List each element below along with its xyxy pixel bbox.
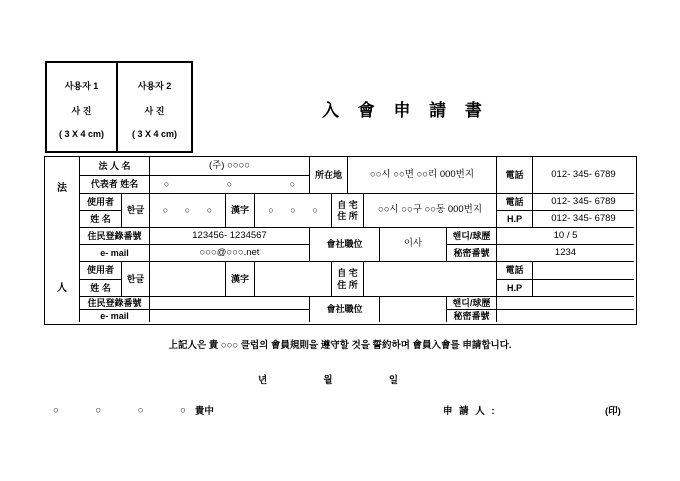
- rep-name-label: 代表者 姓名: [80, 176, 150, 194]
- home-addr1-label-line1: 自 宅: [337, 199, 358, 210]
- photo-box-user1: [45, 61, 118, 153]
- user2-label: 使用者: [80, 262, 122, 280]
- phone-value-location[interactable]: 012- 345- 6789: [533, 157, 634, 194]
- location-label: 所在地: [310, 157, 348, 194]
- phone2-value[interactable]: [533, 262, 634, 280]
- hanja1-value[interactable]: ○ ○ ○: [255, 194, 332, 228]
- hp2-value[interactable]: [533, 280, 634, 297]
- resident2-label: 住民登錄番號: [80, 297, 150, 310]
- home-addr2-label-line2: 住 所: [337, 279, 358, 290]
- pledge-text: 上記人은 貴 ○○○ 클럽의 會員規則을 遵守할 것을 誓約하며 會員入會를 申請합니다.: [168, 340, 512, 351]
- position2-label: 會社職位: [310, 297, 380, 322]
- position1-label: 會社職位: [310, 228, 380, 262]
- hangul2-value[interactable]: [150, 262, 226, 297]
- home-addr1-label: [332, 194, 364, 228]
- email2-value[interactable]: [150, 310, 310, 322]
- position1-value[interactable]: 이사: [380, 228, 447, 262]
- email2-label: e- mail: [80, 310, 150, 322]
- hp1-value[interactable]: 012- 345- 6789: [533, 211, 634, 228]
- password1-label: 秘密番號: [447, 245, 497, 262]
- date-year-label: 년: [258, 375, 268, 386]
- recipient-line: [53, 403, 214, 417]
- user1-label: 使用者: [80, 194, 122, 211]
- handicap2-value[interactable]: [497, 297, 634, 310]
- hp2-label: H.P: [497, 280, 533, 297]
- page-title: 入 會 申 請 書: [322, 101, 489, 120]
- side-label-top: 法: [57, 183, 67, 194]
- resident2-value[interactable]: [150, 297, 310, 310]
- photo-box-user1-size: ( 3 X 4 cm): [58, 129, 105, 139]
- location-value[interactable]: ○○시 ○○면 ○○리 000번지: [348, 157, 497, 194]
- name2-label: 姓 名: [80, 280, 122, 297]
- hangul1-label: 한글: [122, 194, 150, 228]
- phone2-label: 電話: [497, 262, 533, 280]
- password1-value[interactable]: 1234: [497, 245, 634, 262]
- rep-name-value[interactable]: ○ ○ ○: [150, 176, 310, 194]
- photo-box-user2: [116, 61, 193, 153]
- recipient-label: 貴中: [194, 406, 214, 417]
- handicap2-label: 핸디/球歷: [447, 297, 497, 310]
- email1-value[interactable]: ○○○@○○○.net: [150, 245, 310, 262]
- resident1-label: 住民登錄番號: [80, 228, 150, 245]
- date-line: [258, 372, 398, 386]
- hp1-label: H.P: [497, 211, 533, 228]
- phone-label-location: 電話: [497, 157, 533, 194]
- corp-name-value[interactable]: (주) ○○○○: [150, 157, 310, 176]
- photo-box-user2-photo-label: 사 진: [144, 106, 165, 116]
- photo-box-user2-title: 사용자 2: [137, 81, 172, 91]
- applicant-label: 申 請 人 :: [443, 406, 497, 417]
- hangul2-label: 한글: [122, 262, 150, 297]
- seal-mark: (印): [605, 406, 621, 417]
- home-addr1-value[interactable]: ○○시 ○○구 ○○동 000번지: [364, 194, 497, 228]
- name1-label: 姓 名: [80, 211, 122, 228]
- hangul1-value[interactable]: ○ ○ ○: [150, 194, 226, 228]
- hanja2-label: 漢字: [226, 262, 255, 297]
- email1-label: e- mail: [80, 245, 150, 262]
- photo-box-user2-size: ( 3 X 4 cm): [131, 129, 178, 139]
- handicap1-value[interactable]: 10 / 5: [497, 228, 634, 245]
- home-addr2-label-line1: 自 宅: [337, 268, 358, 279]
- position2-value[interactable]: [380, 297, 447, 322]
- side-label-bottom: 人: [57, 282, 67, 294]
- phone1-value[interactable]: 012- 345- 6789: [533, 194, 634, 211]
- photo-box-user1-photo-label: 사 진: [71, 106, 92, 116]
- phone1-label: 電話: [497, 194, 533, 211]
- resident1-value[interactable]: 123456- 1234567: [150, 228, 310, 245]
- hanja2-value[interactable]: [255, 262, 332, 297]
- handicap1-label: 핸디/球歷: [447, 228, 497, 245]
- photo-box-user1-title: 사용자 1: [64, 81, 99, 91]
- home-addr2-value[interactable]: [364, 262, 497, 297]
- recipient-name-circles: ○ ○ ○ ○: [53, 404, 186, 416]
- date-day-label: 일: [388, 375, 398, 386]
- date-month-label: 월: [323, 375, 333, 386]
- home-addr2-label: [332, 262, 364, 297]
- password2-value[interactable]: [497, 310, 634, 322]
- password2-label: 秘密番號: [447, 310, 497, 322]
- hanja1-label: 漢字: [226, 194, 255, 228]
- side-label-corporation: [45, 157, 80, 322]
- home-addr1-label-line2: 住 所: [337, 211, 358, 221]
- application-table: [44, 156, 637, 325]
- corp-name-label: 法 人 名: [80, 157, 150, 176]
